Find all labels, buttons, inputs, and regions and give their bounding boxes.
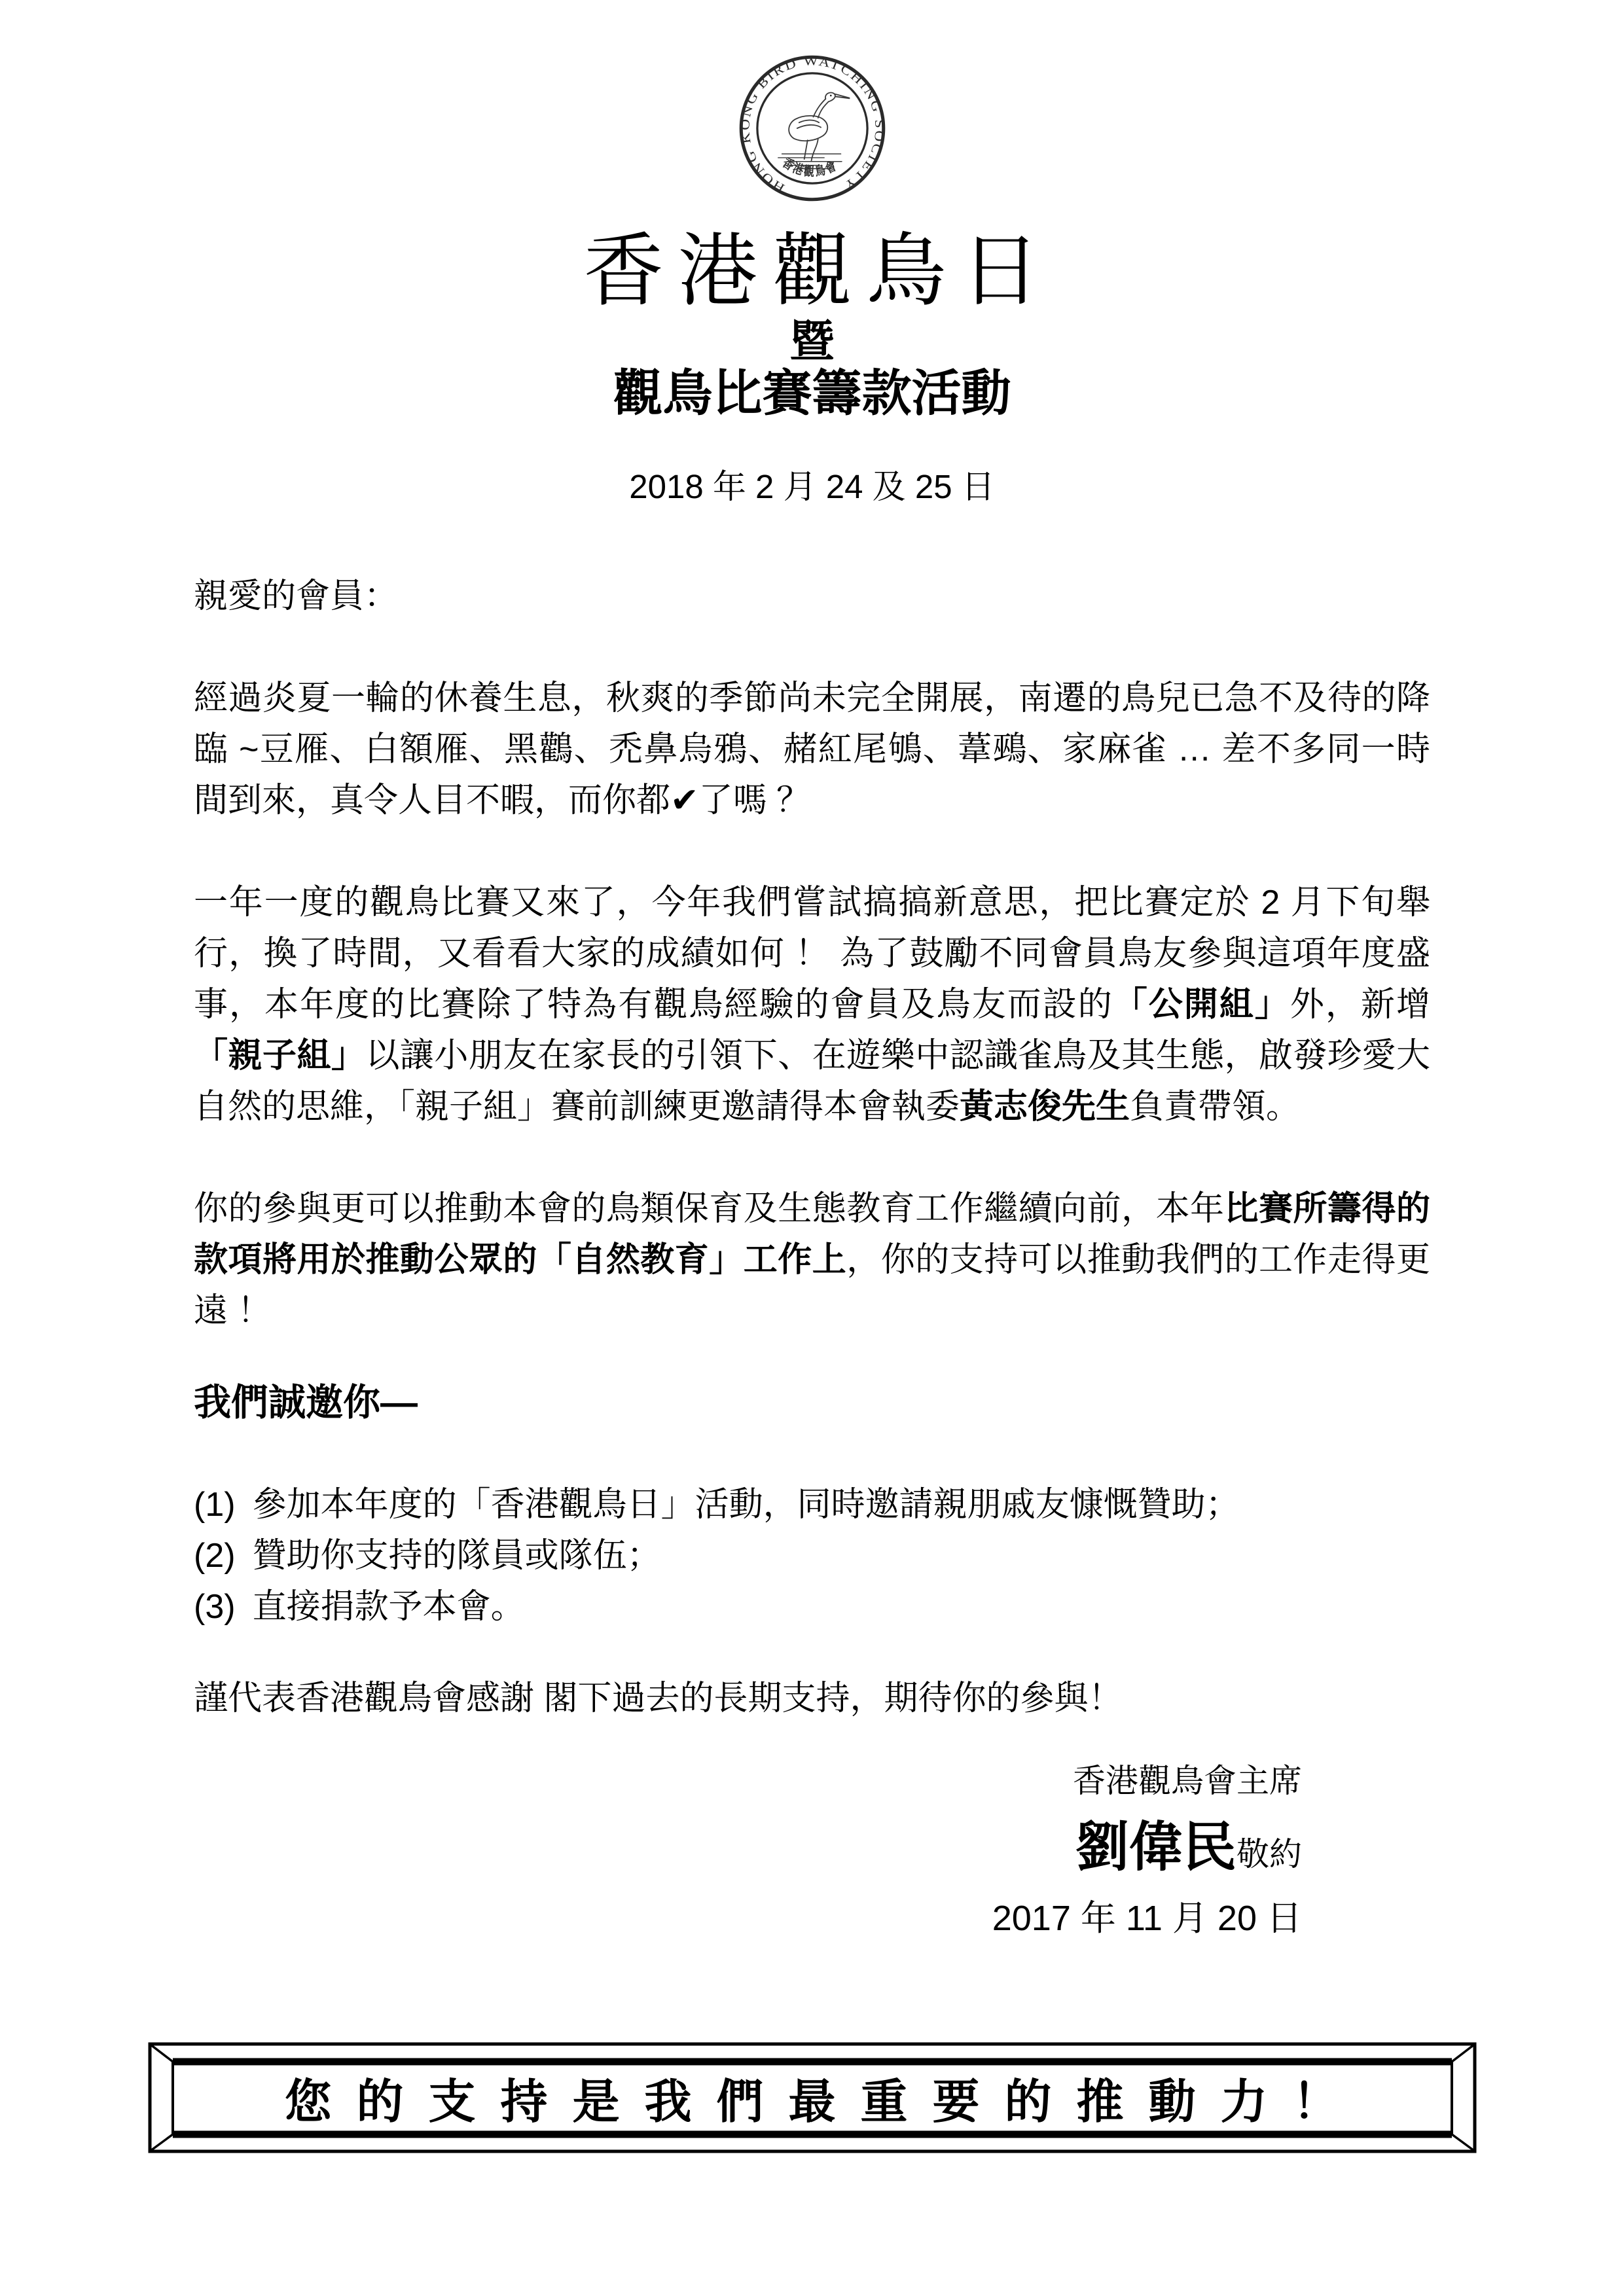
page-title: 香港觀鳥日 <box>583 226 1055 315</box>
invite-heading: 我們誠邀你— <box>194 1382 418 1424</box>
list-item-number: (3) <box>194 1588 236 1626</box>
list-item <box>194 1479 1430 1530</box>
text-run: ，你的支持可以推動我們的工作走得更遠 ！ <box>194 1241 1430 1330</box>
letter-body <box>194 571 1430 1944</box>
signoff-name: 劉偉民 <box>1075 1818 1236 1877</box>
text-run: 經過炎夏一輪的休養生息，秋爽的季節尚未完全開展，南遷的鳥兒已急不及待的降臨 ~豆雁、白額雁、黑鸛、禿鼻烏鴉、赭紅尾鴝、葦鵐、家麻雀 … 差不多同一時間到來，真令人目不暇，而你都 <box>194 679 1430 819</box>
text-run: 黃志俊先生 <box>960 1088 1130 1126</box>
text-run: 「親子組」 <box>194 1037 366 1075</box>
support-banner <box>148 2042 1477 2153</box>
list-item-text: 贊助你支持的隊員或隊伍； <box>252 1537 661 1575</box>
invite-list <box>194 1479 1430 1632</box>
text-run: 外，新增 <box>1290 986 1430 1024</box>
signoff-block <box>194 1755 1430 1944</box>
text-run: 以讓小朋友在家長的引領下、在遊樂中認識雀鳥及其生態，啟發珍愛大自然的思維，「親子組」賽前訓練更邀請得本會執委 <box>194 1037 1430 1126</box>
list-item <box>194 1530 1430 1581</box>
logo-ring-text-en: HONG KONG BIRD WATCHING SOCIETY <box>738 54 886 195</box>
logo-ring-text-zh-holder <box>780 155 840 179</box>
society-logo <box>736 52 888 204</box>
text-run: 負責帶領。 <box>1130 1088 1301 1126</box>
event-date: 2018 年 2 月 24 及 25 日 <box>629 468 995 505</box>
list-item-text: 參加本年度的「香港觀鳥日」活動，同時邀請親朋戚友慷慨贊助； <box>252 1486 1240 1524</box>
text-run: 一年一度的觀鳥比賽又來了，今年我們嘗試搞搞新意思，把比賽定於 2 月下旬舉行，換了時間，又看看大家的成績如何 ！ 為了鼓勵不同會員鳥友參與這項年度盛事，本年度的比賽除了特為有觀鳥經驗的會員及鳥友而設的 <box>194 884 1430 1024</box>
text-run: 了嗎 ？ <box>698 781 811 819</box>
list-item-text: 直接捐款予本會。 <box>252 1588 525 1626</box>
signoff-name-line <box>194 1812 1302 1890</box>
page-subtitle: 觀鳥比賽籌款活動 <box>613 366 1011 422</box>
banner-text: 您的支持是我們最重要的推動力！ <box>284 2076 1365 2128</box>
logo-ring-text-zh: 香港觀鳥會 <box>779 155 842 180</box>
text-run: ✔ <box>670 781 699 819</box>
closing-line: 謹代表香港觀鳥會感謝 閣下過去的長期支持，期待你的參與！ <box>194 1679 1123 1717</box>
signoff-date: 2017 年 11 月 20 日 <box>992 1899 1302 1938</box>
title-conjunction: 暨 <box>789 317 835 367</box>
text-run: 「公開組」 <box>1113 986 1290 1024</box>
signoff-role: 香港觀鳥會主席 <box>1073 1763 1302 1799</box>
logo-container <box>0 0 1624 207</box>
list-item-number: (2) <box>194 1537 236 1575</box>
list-item <box>194 1581 1430 1632</box>
text-run: 比賽所籌得的款項將用於推動公眾的「自然教育」工作上 <box>194 1190 1430 1279</box>
text-run: 你的參與更可以推動本會的鳥類保育及生態教育工作繼續向前，本年 <box>194 1190 1225 1228</box>
paragraph-1 <box>194 673 1430 826</box>
signoff-name-suffix: 敬約 <box>1236 1836 1302 1873</box>
paragraph-3 <box>194 1183 1430 1336</box>
salutation: 親愛的會員： <box>194 577 399 615</box>
list-item-number: (1) <box>194 1486 236 1524</box>
paragraph-2 <box>194 877 1430 1132</box>
